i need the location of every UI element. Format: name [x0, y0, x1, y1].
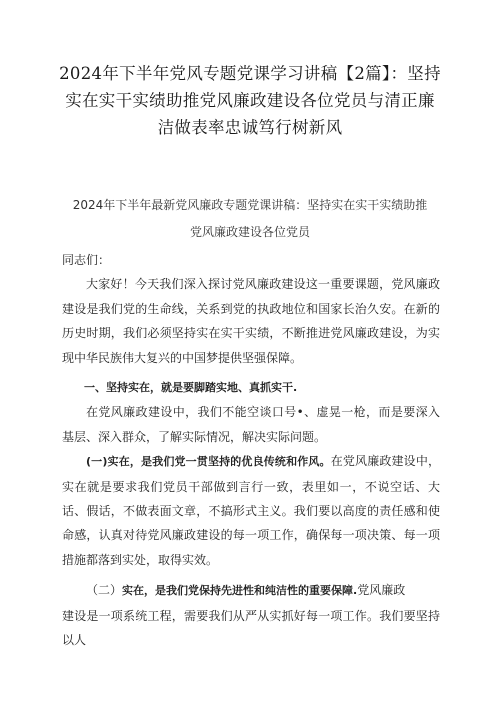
paragraph-3-lead: (一)实在，是我们党一贯坚持的优良传统和作风。 — [86, 455, 331, 469]
subtitle-line-2: 党风廉政建设各位党员 — [189, 225, 310, 239]
title-line-1: 2024年下半年党风专题党课学习讲稿【2篇】：坚持 — [59, 64, 441, 83]
paragraph-1: 大家好！今天我们深入探讨党风廉政建设这一重要课题，党风廉政建设是我们党的生命线，关系到党的执政地位和国家长治久安。在新的历史时期，我们必须坚持实在实干实绩，不断推进党风廉政建设，为实现中华民族伟大复兴的中国梦提供坚强保障。 — [62, 277, 440, 365]
paragraph-3-text: 在党风廉政建设中，实在就是要求我们党员干部做到言行一致，表里如一，不说空话、大话、假话，不做表面文章，不搞形式主义。我们要以高度的责任感和使命感，认真对待党风廉政建设的每一项工作，确保每一项决策、每一项措施都落到实处，取得实效。 — [62, 454, 440, 567]
paragraph-4-prefix: （二） — [86, 583, 123, 598]
subtitle-line-1: 2024年下半年最新党风廉政专题党课讲稿：坚持实在实干实绩助推 — [72, 198, 428, 212]
paragraph-4 — [62, 578, 440, 603]
salutation: 同志们： — [62, 253, 111, 267]
document-body — [62, 248, 440, 653]
paragraph-4-text: 党风廉政 — [357, 583, 406, 598]
title-line-3: 洁做表率忠诚笃行树新风 — [157, 118, 343, 137]
paragraph-2: 在党风廉政建设中，我们不能空谈口号•、虚晃一枪，而是要深入基层、深入群众，了解实际情况，解决实际问题。 — [62, 405, 440, 444]
paragraph-3 — [62, 449, 440, 572]
title-line-2: 实在实干实绩助推党风廉政建设各位党员与清正廉 — [65, 91, 435, 110]
paragraph-5: 建设是一项系统工程，需要我们从严从实抓好每一项工作。我们要坚持以人 — [62, 608, 440, 648]
paragraph-4-lead: 实在，是我们党保持先进性和纯洁性的重要保障. — [122, 584, 358, 598]
section-heading-1: 一、坚持实在，就是要脚踏实地、真抓实干. — [84, 381, 298, 395]
document-title — [40, 60, 460, 141]
